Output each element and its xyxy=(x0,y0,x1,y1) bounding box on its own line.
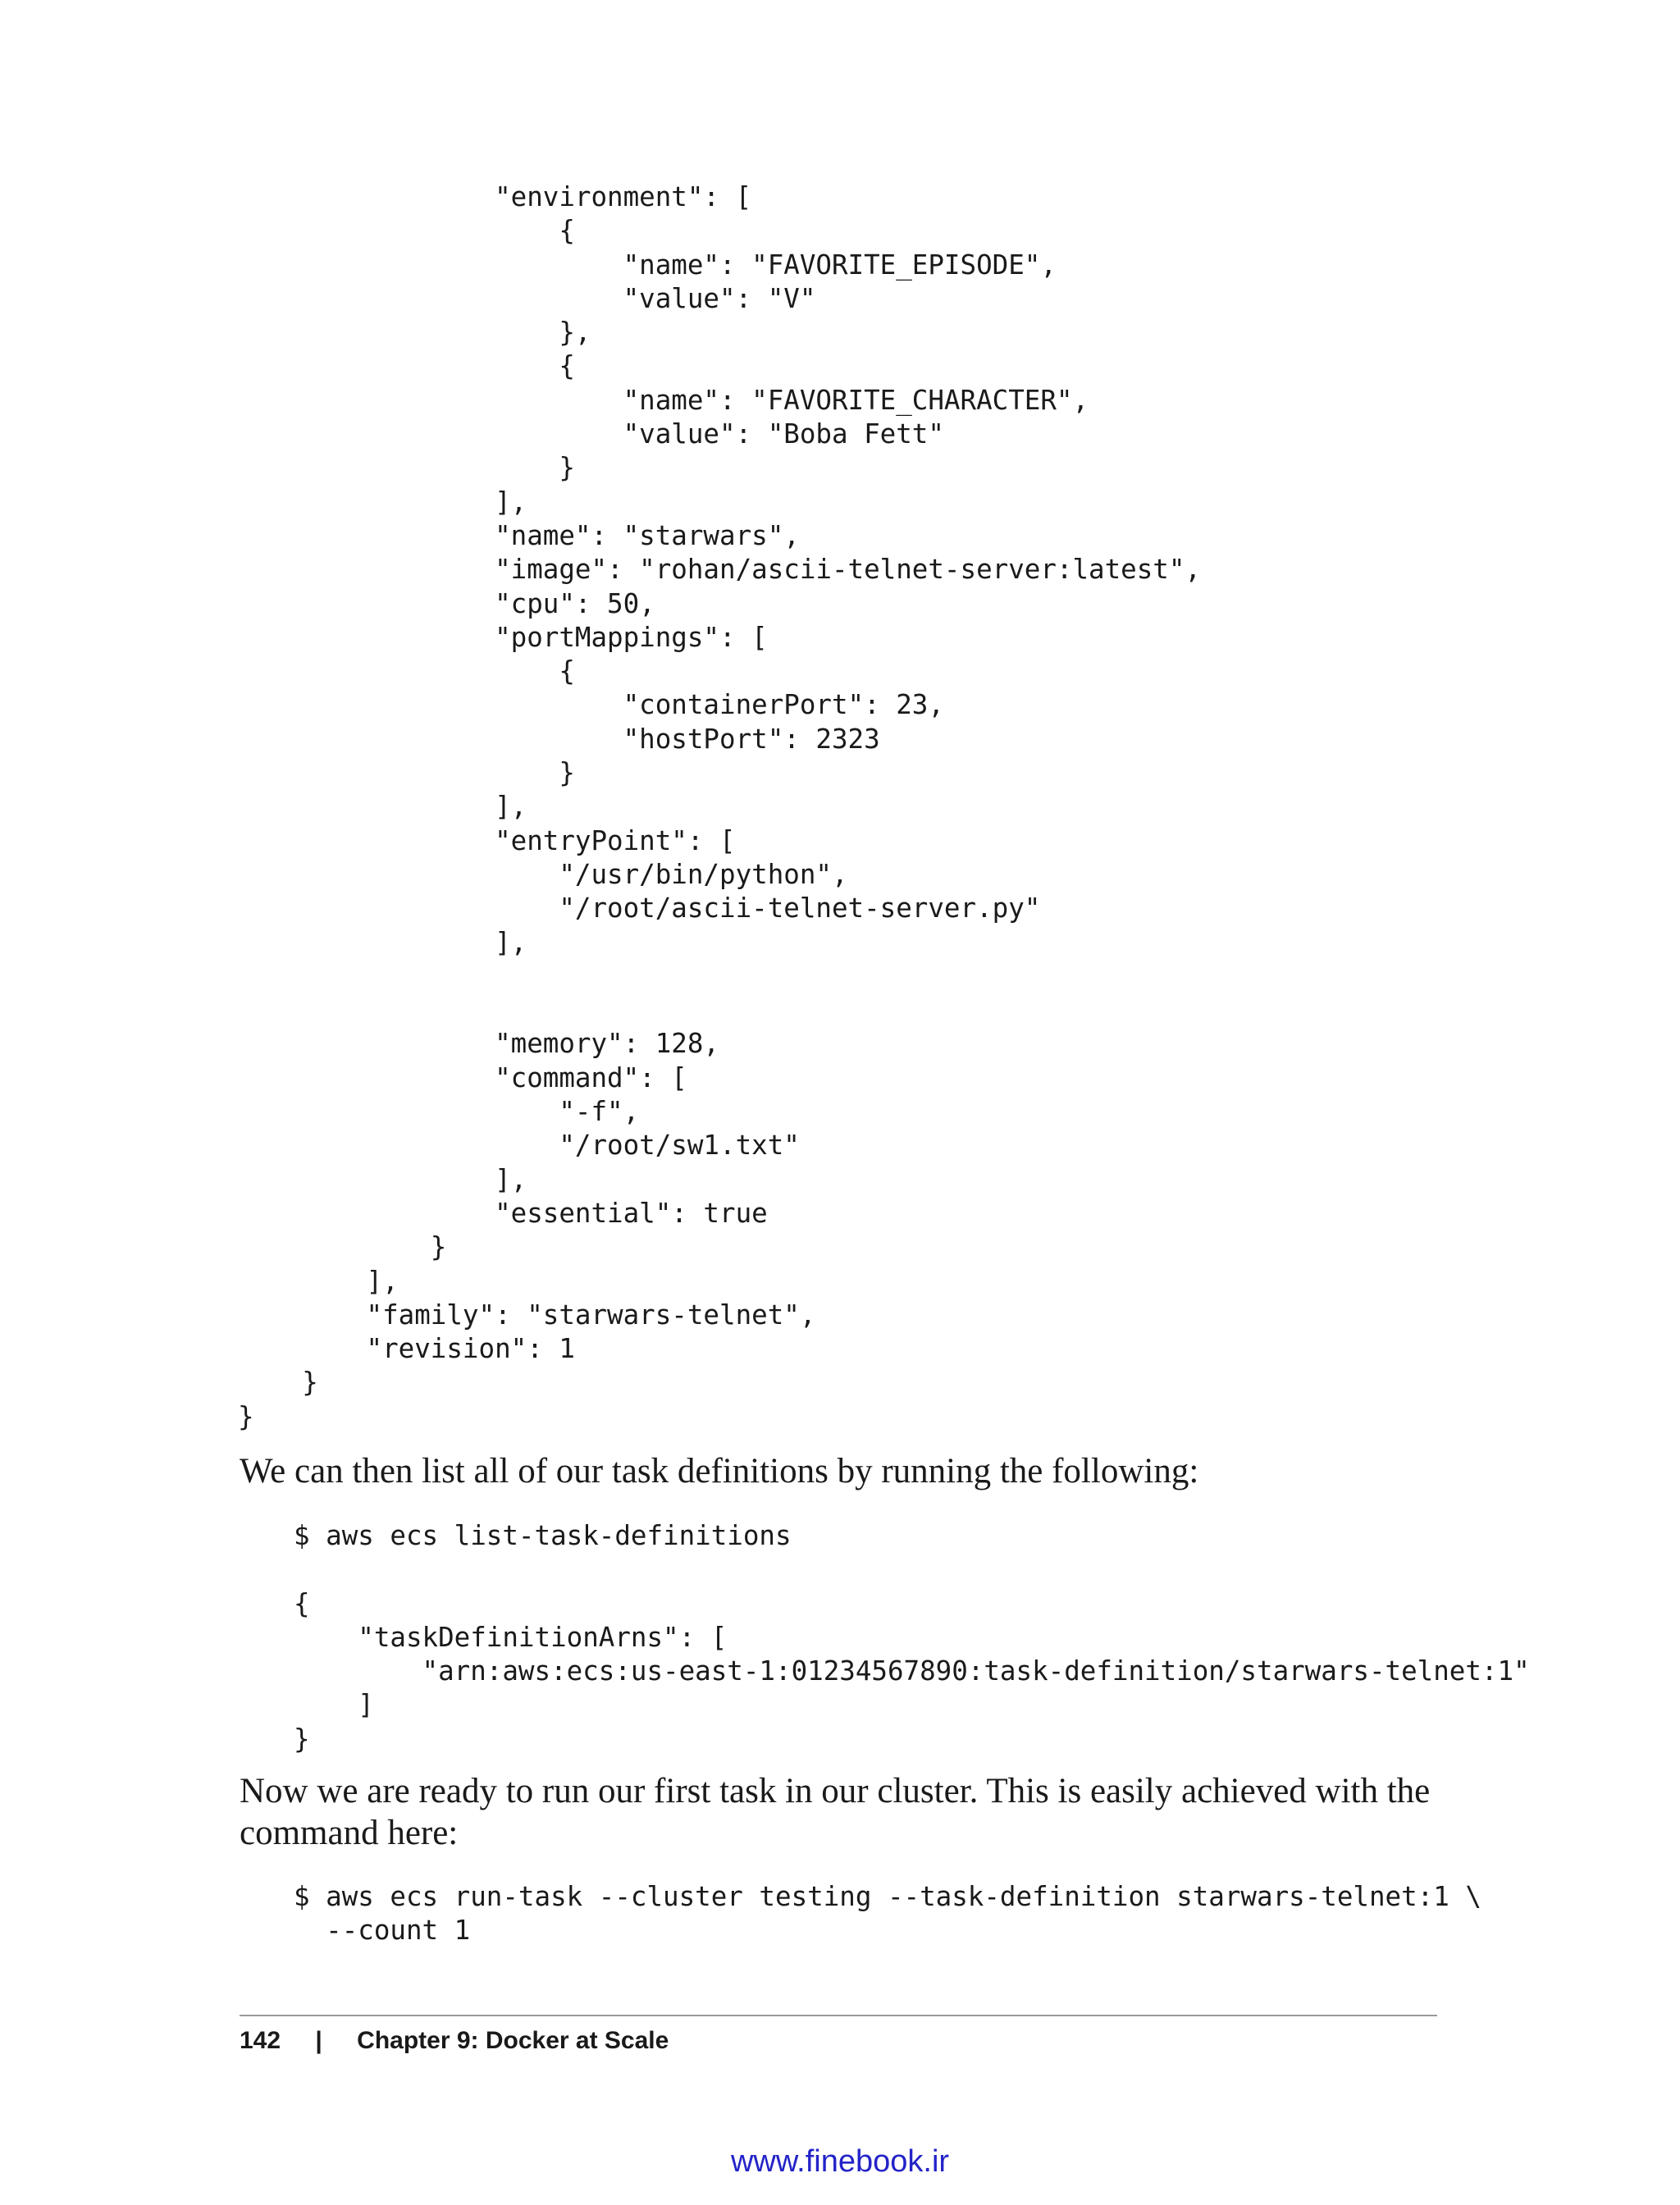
json-code-block: "environment": [ { "name": "FAVORITE_EPISODE", "value": "V" }, { "name": "FAVORITE_CHARACTER", "value": "Boba Fett" } ], "name": "starwars", "image": "rohan/ascii-telnet-server:latest", "cpu": 50, "portMappings": [ { "containerPort": 23, "hostPort": 2323 } ], "entryPoint": [ "/usr/bin/python", "/root/ascii-telnet-server.py" ], "memory": 128, "command": [ "-f", "/root/sw1.txt" ], "essential": true } ], "family": "starwars-telnet", "revision": 1 } } xyxy=(238,181,1201,1432)
run-intro-paragraph: Now we are ready to run our first task in our cluster. This is easily achieved with the command here: xyxy=(240,1772,1431,1852)
chapter-title: Chapter 9: Docker at Scale xyxy=(357,2027,669,2054)
page-number: 142 xyxy=(240,2027,281,2054)
footer-separator: | xyxy=(315,2027,322,2054)
footer-divider xyxy=(240,2015,1437,2016)
watermark-link[interactable]: www.finebook.ir xyxy=(730,2144,950,2179)
list-intro-paragraph: We can then list all of our task definitions by running the following: xyxy=(240,1452,1199,1491)
list-task-definitions-code-block: $ aws ecs list-task-definitions { "taskDefinitionArns": [ "arn:aws:ecs:us-east-1:01234567890:task-definition/starwars-telnet:1" ] } xyxy=(294,1520,1530,1755)
run-task-code-block: $ aws ecs run-task --cluster testing --task-definition starwars-telnet:1 \ --count 1 xyxy=(294,1881,1481,1947)
page-footer xyxy=(240,2025,669,2057)
